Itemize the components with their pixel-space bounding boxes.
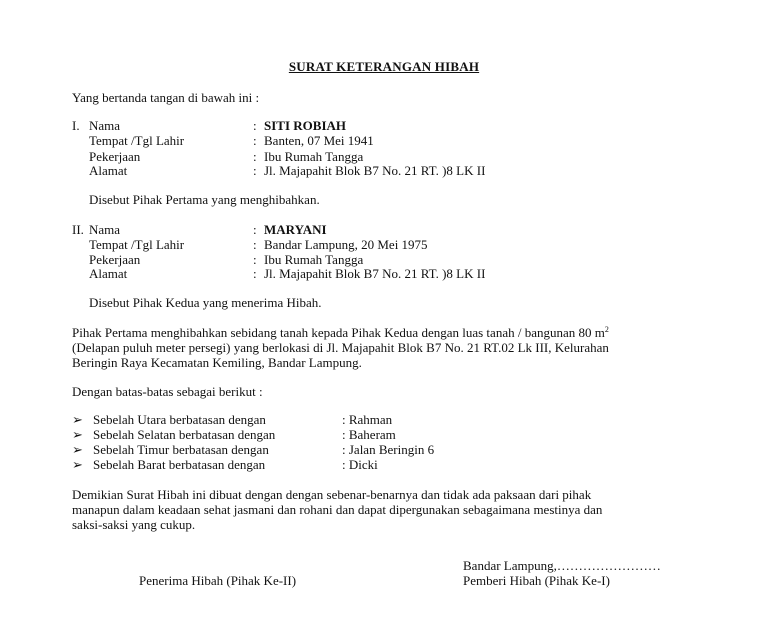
border-west-label: Sebelah Barat berbatasan dengan bbox=[93, 457, 266, 472]
party-1-job-label: Pekerjaan bbox=[89, 149, 141, 164]
party-2-job-value: Ibu Rumah Tangga bbox=[264, 252, 364, 267]
party-2-address-value: Jl. Majapahit Blok B7 No. 21 RT. )8 LK II bbox=[264, 266, 486, 281]
colon: : bbox=[253, 237, 257, 252]
colon: : bbox=[253, 252, 257, 267]
receiver-label: Penerima Hibah (Pihak Ke-II) bbox=[139, 573, 297, 588]
party-2-address-label: Alamat bbox=[89, 266, 128, 281]
border-east-value: : Jalan Beringin 6 bbox=[342, 442, 435, 457]
bullet-arrow-icon: ➢ bbox=[72, 427, 83, 442]
colon: : bbox=[253, 163, 257, 178]
giver-label: Pemberi Hibah (Pihak Ke-I) bbox=[463, 573, 610, 588]
bullet-arrow-icon: ➢ bbox=[72, 457, 83, 472]
party-1-name-value: SITI ROBIAH bbox=[264, 118, 346, 133]
signature-place-date: Bandar Lampung,…………………… bbox=[463, 558, 661, 573]
colon: : bbox=[253, 266, 257, 281]
party-2-number: II. bbox=[72, 222, 84, 237]
border-south-value: : Baheram bbox=[342, 427, 396, 442]
borders-intro: Dengan batas-batas sebagai berikut : bbox=[72, 384, 263, 399]
border-north-value: : Rahman bbox=[342, 412, 393, 427]
party-2-job-label: Pekerjaan bbox=[89, 252, 141, 267]
closing-line-2: manapun dalam keadaan sehat jasmani dan rohani dan dapat dipergunakan sebagaimana mestinya dan bbox=[72, 502, 603, 517]
grant-line-1-text: Pihak Pertama menghibahkan sebidang tanah kepada Pihak Kedua dengan luas tanah / bangunan 80 m bbox=[72, 325, 605, 340]
party-2-birth-value: Bandar Lampung, 20 Mei 1975 bbox=[264, 237, 428, 252]
grant-line-2: (Delapan puluh meter persegi) yang berlokasi di Jl. Majapahit Blok B7 No. 21 RT.02 Lk III, Kelurahan bbox=[72, 340, 609, 355]
party-2-note: Disebut Pihak Kedua yang menerima Hibah. bbox=[89, 295, 322, 310]
colon: : bbox=[253, 149, 257, 164]
party-1-address-label: Alamat bbox=[89, 163, 128, 178]
colon: : bbox=[253, 118, 257, 133]
colon: : bbox=[253, 133, 257, 148]
closing-line-1: Demikian Surat Hibah ini dibuat dengan dengan sebenar-benarnya dan tidak ada paksaan dari pihak bbox=[72, 487, 592, 502]
bullet-arrow-icon: ➢ bbox=[72, 442, 83, 457]
party-1-birth-value: Banten, 07 Mei 1941 bbox=[264, 133, 374, 148]
party-1-name-label: Nama bbox=[89, 118, 121, 133]
border-north-label: Sebelah Utara berbatasan dengan bbox=[93, 412, 266, 427]
document-title: SURAT KETERANGAN HIBAH bbox=[288, 59, 480, 74]
party-1-birth-label: Tempat /Tgl Lahir bbox=[89, 133, 185, 148]
party-1-number: I. bbox=[72, 118, 80, 133]
border-east-label: Sebelah Timur berbatasan dengan bbox=[93, 442, 269, 457]
party-2-birth-label: Tempat /Tgl Lahir bbox=[89, 237, 185, 252]
intro-text: Yang bertanda tangan di bawah ini : bbox=[72, 90, 260, 105]
bullet-arrow-icon: ➢ bbox=[72, 412, 83, 427]
border-west-value: : Dicki bbox=[342, 457, 378, 472]
party-1-note: Disebut Pihak Pertama yang menghibahkan. bbox=[89, 192, 320, 207]
square-superscript: 2 bbox=[604, 325, 609, 334]
grant-line-3: Beringin Raya Kecamatan Kemiling, Bandar Lampung. bbox=[72, 355, 362, 370]
party-2-name-value: MARYANI bbox=[264, 222, 327, 237]
party-2-name-label: Nama bbox=[89, 222, 121, 237]
closing-line-3: saksi-saksi yang cukup. bbox=[72, 517, 196, 532]
party-1-address-value: Jl. Majapahit Blok B7 No. 21 RT. )8 LK II bbox=[264, 163, 486, 178]
colon: : bbox=[253, 222, 257, 237]
grant-line-1 bbox=[72, 325, 609, 340]
party-1-job-value: Ibu Rumah Tangga bbox=[264, 149, 364, 164]
border-south-label: Sebelah Selatan berbatasan dengan bbox=[93, 427, 276, 442]
